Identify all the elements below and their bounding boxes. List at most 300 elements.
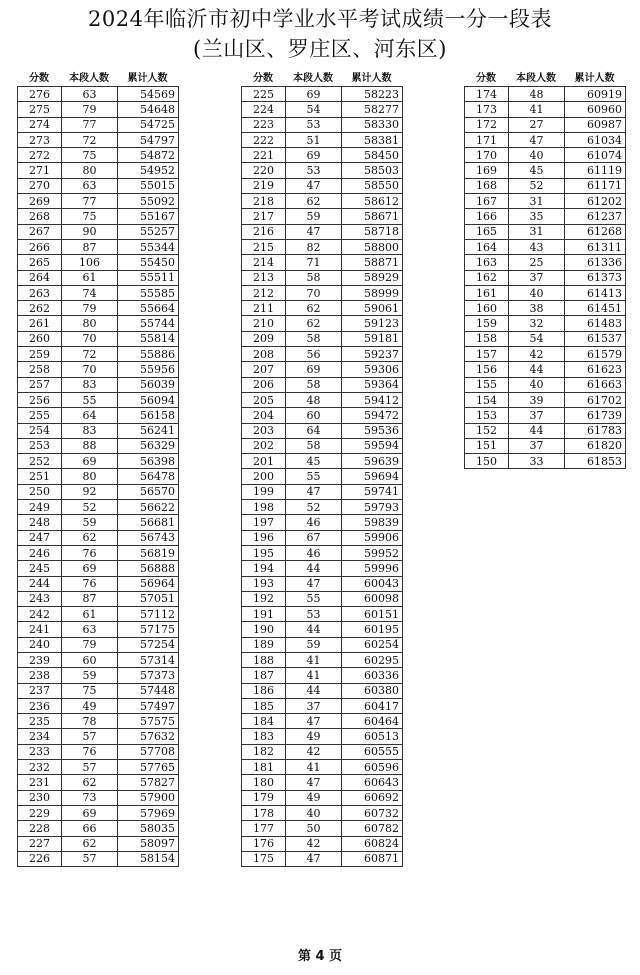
cumulative-cell: 59741 [342, 484, 403, 499]
table-row [242, 851, 403, 866]
count-cell: 40 [509, 377, 565, 392]
cumulative-cell: 56094 [118, 392, 179, 407]
count-cell: 57 [62, 851, 118, 866]
table-row [18, 132, 179, 147]
table-header [17, 72, 178, 86]
score-cell: 250 [18, 484, 62, 499]
count-cell: 27 [509, 117, 565, 132]
cumulative-cell: 57900 [118, 790, 179, 805]
table-row [242, 194, 403, 209]
score-cell: 170 [465, 148, 509, 163]
table-row [465, 163, 626, 178]
score-cell: 252 [18, 454, 62, 469]
cumulative-cell: 60098 [342, 591, 403, 606]
count-cell: 55 [62, 392, 118, 407]
table-row [242, 698, 403, 713]
count-cell: 57 [62, 729, 118, 744]
score-cell: 206 [242, 377, 286, 392]
page-subtitle: (兰山区、罗庄区、河东区) [193, 37, 447, 61]
cumulative-cell: 61413 [565, 285, 626, 300]
table-row [18, 194, 179, 209]
score-cell: 227 [18, 836, 62, 851]
score-cell: 152 [465, 423, 509, 438]
header-cumulative: 累计人数 [351, 73, 392, 84]
count-cell: 62 [62, 775, 118, 790]
cumulative-cell: 61237 [565, 209, 626, 224]
score-cell: 236 [18, 698, 62, 713]
cumulative-cell: 58503 [342, 163, 403, 178]
cumulative-cell: 60151 [342, 607, 403, 622]
score-cell: 255 [18, 408, 62, 423]
header-count: 本段人数 [516, 73, 556, 84]
table-row [242, 545, 403, 560]
score-cell: 169 [465, 163, 509, 178]
cumulative-cell: 59306 [342, 362, 403, 377]
cumulative-cell: 59472 [342, 408, 403, 423]
score-cell: 201 [242, 454, 286, 469]
score-cell: 254 [18, 423, 62, 438]
table-row [465, 454, 626, 469]
cumulative-cell: 56478 [118, 469, 179, 484]
table-row [18, 454, 179, 469]
table-row [242, 392, 403, 407]
table-row [18, 347, 179, 362]
score-cell: 188 [242, 652, 286, 667]
table-row [465, 102, 626, 117]
score-cell: 166 [465, 209, 509, 224]
cumulative-cell: 60960 [565, 102, 626, 117]
score-cell: 244 [18, 576, 62, 591]
cumulative-cell: 57632 [118, 729, 179, 744]
score-cell: 247 [18, 530, 62, 545]
table-row [18, 239, 179, 254]
count-cell: 77 [62, 117, 118, 132]
cumulative-cell: 54797 [118, 132, 179, 147]
cumulative-cell: 60782 [342, 821, 403, 836]
table-row [465, 347, 626, 362]
table-row [18, 821, 179, 836]
count-cell: 59 [286, 209, 342, 224]
table-row [242, 239, 403, 254]
table-row [18, 637, 179, 652]
cumulative-cell: 58277 [342, 102, 403, 117]
table-row [18, 500, 179, 515]
count-cell: 59 [62, 668, 118, 683]
score-cell: 272 [18, 148, 62, 163]
count-cell: 54 [509, 331, 565, 346]
table-row [242, 102, 403, 117]
table-row [242, 331, 403, 346]
count-cell: 42 [286, 744, 342, 759]
count-cell: 49 [286, 790, 342, 805]
count-cell: 49 [286, 729, 342, 744]
score-cell: 239 [18, 652, 62, 667]
table-row [242, 530, 403, 545]
table-row [242, 301, 403, 316]
count-cell: 62 [62, 836, 118, 851]
table-row [18, 469, 179, 484]
score-cell: 223 [242, 117, 286, 132]
table-row [465, 377, 626, 392]
score-cell: 184 [242, 714, 286, 729]
score-cell: 245 [18, 561, 62, 576]
score-cell: 229 [18, 805, 62, 820]
score-cell: 182 [242, 744, 286, 759]
cumulative-cell: 58800 [342, 239, 403, 254]
table-row [242, 775, 403, 790]
cumulative-cell: 55814 [118, 331, 179, 346]
cumulative-cell: 58612 [342, 194, 403, 209]
count-cell: 47 [286, 576, 342, 591]
score-cell: 151 [465, 438, 509, 453]
table-row [18, 760, 179, 775]
count-cell: 44 [286, 561, 342, 576]
cumulative-cell: 60513 [342, 729, 403, 744]
table-row [18, 117, 179, 132]
cumulative-cell: 59694 [342, 469, 403, 484]
table-row [242, 836, 403, 851]
cumulative-cell: 56039 [118, 377, 179, 392]
count-cell: 69 [62, 805, 118, 820]
table-row [18, 515, 179, 530]
count-cell: 33 [509, 454, 565, 469]
score-cell: 175 [242, 851, 286, 866]
score-cell: 171 [465, 132, 509, 147]
score-cell: 218 [242, 194, 286, 209]
cumulative-cell: 58330 [342, 117, 403, 132]
cumulative-cell: 59061 [342, 301, 403, 316]
cumulative-cell: 60254 [342, 637, 403, 652]
cumulative-cell: 61702 [565, 392, 626, 407]
count-cell: 31 [509, 194, 565, 209]
header-cumulative: 累计人数 [127, 73, 168, 84]
cumulative-cell: 60380 [342, 683, 403, 698]
table-row [465, 209, 626, 224]
table-row [18, 790, 179, 805]
table-row [242, 423, 403, 438]
score-cell: 224 [242, 102, 286, 117]
table-row [242, 790, 403, 805]
count-cell: 61 [62, 270, 118, 285]
score-cell: 154 [465, 392, 509, 407]
cumulative-cell: 60824 [342, 836, 403, 851]
count-cell: 75 [62, 148, 118, 163]
count-cell: 59 [62, 515, 118, 530]
count-cell: 55 [286, 469, 342, 484]
count-cell: 60 [286, 408, 342, 423]
cumulative-cell: 54952 [118, 163, 179, 178]
cumulative-cell: 57314 [118, 652, 179, 667]
cumulative-cell: 58154 [118, 851, 179, 866]
count-cell: 62 [286, 316, 342, 331]
score-cell: 276 [18, 87, 62, 102]
count-cell: 70 [62, 362, 118, 377]
count-cell: 44 [286, 622, 342, 637]
table-row [465, 148, 626, 163]
score-cell: 267 [18, 224, 62, 239]
cumulative-cell: 55344 [118, 239, 179, 254]
cumulative-cell: 55664 [118, 301, 179, 316]
count-cell: 69 [62, 454, 118, 469]
score-cell: 208 [242, 347, 286, 362]
count-cell: 41 [286, 760, 342, 775]
score-cell: 197 [242, 515, 286, 530]
score-cell: 262 [18, 301, 62, 316]
cumulative-cell: 55015 [118, 178, 179, 193]
count-cell: 46 [286, 515, 342, 530]
cumulative-cell: 60555 [342, 744, 403, 759]
cumulative-cell: 54648 [118, 102, 179, 117]
cumulative-cell: 59536 [342, 423, 403, 438]
table-row [18, 530, 179, 545]
count-cell: 43 [509, 239, 565, 254]
score-cell: 183 [242, 729, 286, 744]
cumulative-cell: 60336 [342, 668, 403, 683]
score-cell: 273 [18, 132, 62, 147]
cumulative-cell: 61483 [565, 316, 626, 331]
score-cell: 259 [18, 347, 62, 362]
cumulative-cell: 61119 [565, 163, 626, 178]
table-row [18, 805, 179, 820]
table-row [242, 500, 403, 515]
table-row [18, 484, 179, 499]
score-cell: 193 [242, 576, 286, 591]
table-row [242, 652, 403, 667]
cumulative-cell: 59412 [342, 392, 403, 407]
cumulative-cell: 59181 [342, 331, 403, 346]
table-row [18, 408, 179, 423]
count-cell: 88 [62, 438, 118, 453]
count-cell: 53 [286, 607, 342, 622]
cumulative-cell: 55450 [118, 255, 179, 270]
cumulative-cell: 57969 [118, 805, 179, 820]
score-cell: 258 [18, 362, 62, 377]
score-cell: 179 [242, 790, 286, 805]
header-count: 本段人数 [293, 73, 333, 84]
cumulative-cell: 61336 [565, 255, 626, 270]
table-row [465, 316, 626, 331]
count-cell: 70 [286, 285, 342, 300]
table-row [242, 760, 403, 775]
table-row [465, 132, 626, 147]
table-row [18, 285, 179, 300]
count-cell: 64 [286, 423, 342, 438]
cumulative-cell: 60417 [342, 698, 403, 713]
cumulative-cell: 56398 [118, 454, 179, 469]
count-cell: 90 [62, 224, 118, 239]
count-cell: 42 [286, 836, 342, 851]
cumulative-cell: 61537 [565, 331, 626, 346]
score-cell: 234 [18, 729, 62, 744]
table-row [242, 362, 403, 377]
count-cell: 41 [509, 102, 565, 117]
cumulative-cell: 60643 [342, 775, 403, 790]
table-row [465, 408, 626, 423]
count-cell: 72 [62, 347, 118, 362]
score-cell: 248 [18, 515, 62, 530]
score-cell: 202 [242, 438, 286, 453]
table-row [18, 591, 179, 606]
cumulative-cell: 58718 [342, 224, 403, 239]
count-cell: 47 [286, 714, 342, 729]
score-cell: 168 [465, 178, 509, 193]
score-cell: 155 [465, 377, 509, 392]
cumulative-cell: 61853 [565, 454, 626, 469]
count-cell: 38 [509, 301, 565, 316]
table-row [465, 224, 626, 239]
score-cell: 205 [242, 392, 286, 407]
cumulative-cell: 58671 [342, 209, 403, 224]
score-cell: 232 [18, 760, 62, 775]
count-cell: 48 [509, 87, 565, 102]
table-row [18, 576, 179, 591]
cumulative-cell: 61202 [565, 194, 626, 209]
count-cell: 57 [62, 760, 118, 775]
score-cell: 216 [242, 224, 286, 239]
count-cell: 80 [62, 469, 118, 484]
score-table-column-1 [17, 72, 178, 867]
score-cell: 194 [242, 561, 286, 576]
cumulative-cell: 57448 [118, 683, 179, 698]
count-cell: 40 [509, 148, 565, 163]
count-cell: 47 [286, 775, 342, 790]
count-cell: 58 [286, 438, 342, 453]
score-cell: 195 [242, 545, 286, 560]
score-cell: 187 [242, 668, 286, 683]
score-cell: 225 [242, 87, 286, 102]
count-cell: 69 [62, 561, 118, 576]
count-cell: 64 [62, 408, 118, 423]
count-cell: 62 [286, 194, 342, 209]
table-row [242, 744, 403, 759]
cumulative-cell: 55956 [118, 362, 179, 377]
cumulative-cell: 55092 [118, 194, 179, 209]
table-row [242, 87, 403, 102]
count-cell: 76 [62, 545, 118, 560]
score-cell: 246 [18, 545, 62, 560]
cumulative-cell: 60295 [342, 652, 403, 667]
cumulative-cell: 59952 [342, 545, 403, 560]
cumulative-cell: 59123 [342, 316, 403, 331]
table-header [241, 72, 402, 86]
score-cell: 200 [242, 469, 286, 484]
count-cell: 83 [62, 377, 118, 392]
score-cell: 251 [18, 469, 62, 484]
table-row [242, 637, 403, 652]
count-cell: 25 [509, 255, 565, 270]
score-cell: 158 [465, 331, 509, 346]
cumulative-cell: 61311 [565, 239, 626, 254]
table-row [18, 775, 179, 790]
count-cell: 52 [286, 500, 342, 515]
table-row [18, 163, 179, 178]
header-score: 分数 [29, 73, 49, 84]
cumulative-cell: 59996 [342, 561, 403, 576]
table-row [242, 377, 403, 392]
count-cell: 31 [509, 224, 565, 239]
cumulative-cell: 55744 [118, 316, 179, 331]
table-row [18, 87, 179, 102]
cumulative-cell: 55257 [118, 224, 179, 239]
table-row [242, 316, 403, 331]
score-cell: 163 [465, 255, 509, 270]
count-cell: 47 [286, 484, 342, 499]
count-cell: 61 [62, 607, 118, 622]
count-cell: 37 [509, 270, 565, 285]
header-cumulative: 累计人数 [574, 73, 615, 84]
cumulative-cell: 56743 [118, 530, 179, 545]
count-cell: 40 [509, 285, 565, 300]
count-cell: 71 [286, 255, 342, 270]
table-row [18, 698, 179, 713]
table-row [242, 805, 403, 820]
count-cell: 48 [286, 392, 342, 407]
table-row [18, 423, 179, 438]
table-row [242, 148, 403, 163]
cumulative-cell: 61820 [565, 438, 626, 453]
table-header [464, 72, 625, 86]
score-cell: 153 [465, 408, 509, 423]
score-cell: 275 [18, 102, 62, 117]
table-row [242, 515, 403, 530]
table-row [242, 484, 403, 499]
table-row [465, 438, 626, 453]
count-cell: 60 [62, 652, 118, 667]
table-row [18, 255, 179, 270]
cumulative-cell: 55886 [118, 347, 179, 362]
score-cell: 226 [18, 851, 62, 866]
count-cell: 51 [286, 132, 342, 147]
cumulative-cell: 61451 [565, 301, 626, 316]
cumulative-cell: 59793 [342, 500, 403, 515]
count-cell: 44 [509, 423, 565, 438]
table-row [465, 331, 626, 346]
table-row [18, 729, 179, 744]
cumulative-cell: 54725 [118, 117, 179, 132]
table-row [465, 423, 626, 438]
table-row [242, 163, 403, 178]
count-cell: 79 [62, 301, 118, 316]
cumulative-cell: 60195 [342, 622, 403, 637]
cumulative-cell: 57827 [118, 775, 179, 790]
score-cell: 221 [242, 148, 286, 163]
table-row [18, 438, 179, 453]
count-cell: 53 [286, 163, 342, 178]
cumulative-cell: 58550 [342, 178, 403, 193]
score-cell: 240 [18, 637, 62, 652]
score-cell: 177 [242, 821, 286, 836]
score-cell: 209 [242, 331, 286, 346]
cumulative-cell: 59237 [342, 347, 403, 362]
score-cell: 265 [18, 255, 62, 270]
cumulative-cell: 56622 [118, 500, 179, 515]
count-cell: 80 [62, 163, 118, 178]
cumulative-cell: 58035 [118, 821, 179, 836]
count-cell: 41 [286, 668, 342, 683]
table-row [18, 224, 179, 239]
score-cell: 167 [465, 194, 509, 209]
count-cell: 82 [286, 239, 342, 254]
cumulative-cell: 60043 [342, 576, 403, 591]
table-row [465, 194, 626, 209]
score-cell: 174 [465, 87, 509, 102]
table-row [242, 270, 403, 285]
table-row [465, 117, 626, 132]
cumulative-cell: 58450 [342, 148, 403, 163]
table-row [18, 102, 179, 117]
page-title: 2024年临沂市初中学业水平考试成绩一分一段表 [88, 7, 552, 31]
count-cell: 69 [286, 87, 342, 102]
